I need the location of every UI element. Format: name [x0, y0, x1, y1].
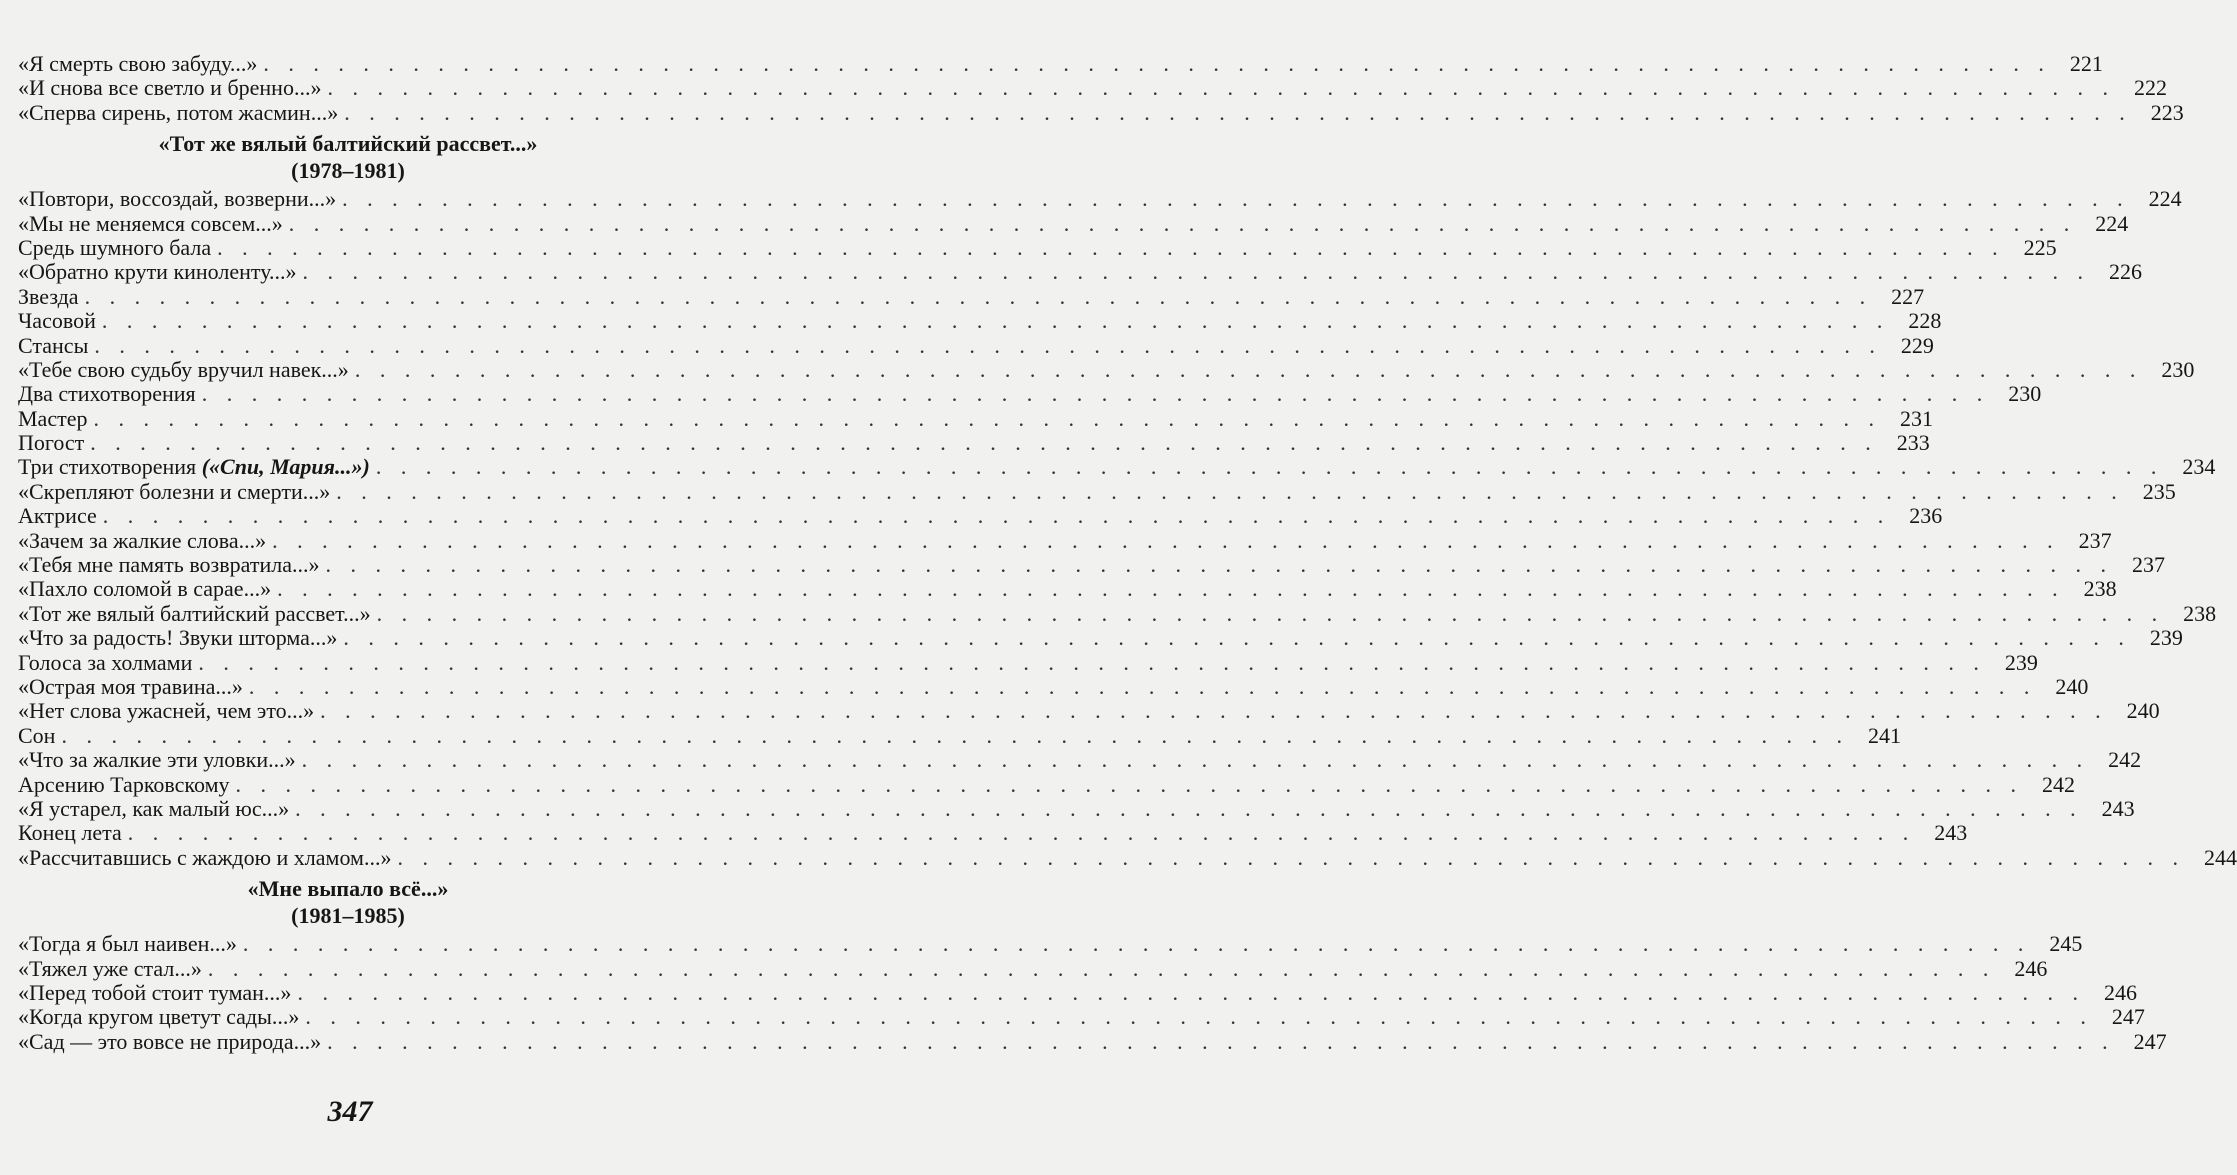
toc-entry [18, 210, 2129, 236]
toc-entry-title [18, 431, 84, 455]
toc-entry-title [18, 797, 289, 821]
toc-entry [18, 527, 2112, 553]
dot-leader [302, 748, 2090, 772]
toc-entry-title-text: «Тяжел уже стал...» [18, 955, 202, 981]
toc-entry [18, 600, 2217, 626]
toc-entry [18, 820, 1968, 846]
toc-entry-page: 229 [1900, 332, 1934, 358]
toc-entry-title [18, 773, 230, 797]
toc-entry-page: 227 [1891, 283, 1925, 309]
toc-entry-title [18, 1030, 321, 1054]
toc-entry-title [18, 101, 338, 125]
toc-entry-title [18, 724, 55, 748]
toc-entry-title-text: «Что за жалкие эти уловки...» [18, 747, 296, 773]
dot-leader [344, 101, 2132, 125]
toc-entry-page: 247 [2133, 1028, 2167, 1054]
dot-leader [377, 602, 2165, 626]
dot-leader [355, 358, 2143, 382]
dot-leader [277, 577, 2065, 601]
toc-entry-title [18, 212, 283, 236]
toc-entry-title-text: Голоса за холмами [18, 649, 193, 675]
toc-entry-page: 241 [1867, 722, 1901, 748]
toc-entry-title-text: «Тот же вялый балтийский рассвет...» [18, 600, 371, 626]
toc-entry [18, 283, 1925, 309]
toc-entry [18, 673, 2089, 699]
toc-entry-title [18, 748, 296, 772]
toc-entry-page: 240 [2126, 698, 2160, 724]
toc-entry-title [18, 577, 271, 601]
toc-entry [18, 698, 2160, 724]
dot-leader [289, 212, 2077, 236]
toc-entry-page: 233 [1896, 430, 1930, 456]
toc-entry-title-text: «Повтори, воссоздай, возверни...» [18, 186, 337, 212]
toc-entry-title-text: Стансы [18, 332, 89, 358]
dot-leader [263, 52, 2051, 76]
toc-entry-title [18, 699, 314, 723]
section-years: (1981–1985) [291, 903, 405, 929]
dot-leader [208, 957, 1996, 981]
toc-entry-title-text: Погост [18, 430, 85, 456]
toc-entry-page: 239 [2149, 625, 2183, 651]
toc-entry [18, 552, 2165, 578]
toc-entry-page: 243 [2101, 795, 2135, 821]
toc-entry-title [18, 1005, 299, 1029]
table-of-contents [18, 51, 2237, 1054]
toc-entry-page: 246 [2014, 955, 2048, 981]
toc-entry-title-text: «Скрепляют болезни и смерти...» [18, 478, 331, 504]
toc-entry-title-text: «Нет слова ужасней, чем это...» [18, 698, 315, 724]
toc-entry-title-text: Средь шумного бала [18, 234, 212, 260]
toc-entry-title-text: «Тебе свою судьбу вручил навек...» [18, 356, 349, 382]
dot-leader [198, 651, 1986, 675]
toc-entry [18, 649, 2038, 675]
section-heading: «Тот же вялый балтийский рассвет...» [158, 131, 538, 157]
toc-entry-title [18, 358, 349, 382]
toc-entry-title-text: «Рассчитавшись с жаждою и хламом...» [18, 844, 392, 870]
dot-leader [61, 724, 1849, 748]
toc-entry [18, 955, 2048, 981]
toc-entry [18, 99, 2184, 125]
toc-entry [18, 747, 2142, 773]
dot-leader [342, 187, 2130, 211]
toc-entry-title [18, 52, 257, 76]
dot-leader [376, 455, 2164, 479]
toc-entry-page: 226 [2109, 259, 2143, 285]
toc-entry-page: 237 [2131, 552, 2165, 578]
toc-entry [18, 625, 2183, 651]
toc-entry-title-text: Сон [18, 722, 56, 748]
toc-entry [18, 75, 2167, 101]
toc-entry-title [18, 626, 337, 650]
toc-entry-title-text: «Я устарел, как малый юс...» [18, 795, 290, 821]
dot-leader [303, 260, 2091, 284]
toc-entry [18, 259, 2143, 285]
toc-entry-page: 244 [2203, 844, 2237, 870]
toc-entry [18, 51, 2103, 76]
toc-entry-title-text: «Острая моя травина...» [18, 673, 243, 699]
toc-entry-title-text: «Тогда я был наивен...» [18, 931, 237, 957]
toc-entry-page: 242 [2042, 771, 2075, 797]
toc-entry-title-text: «Что за радость! Звуки шторма...» [18, 625, 338, 651]
toc-entry-title-text: Три стихотворения [18, 454, 197, 480]
dot-leader [327, 1030, 2115, 1054]
toc-entry-page: 221 [2069, 51, 2103, 76]
toc-entry-title [18, 285, 79, 309]
dot-leader [320, 699, 2108, 723]
toc-entry-title-text: «Сад — это вовсе не природа...» [18, 1028, 322, 1054]
toc-entry-title-text: Мастер [18, 405, 88, 431]
toc-entry [18, 356, 2195, 382]
toc-entry-page: 223 [2150, 99, 2184, 125]
toc-entry [18, 576, 2117, 602]
toc-entry-title [18, 981, 291, 1005]
toc-entry-title-text: «И снова все светло и бренно...» [18, 75, 322, 101]
dot-leader [297, 981, 2085, 1005]
toc-entry [18, 381, 2042, 407]
toc-entry-title [18, 334, 88, 358]
dot-leader [93, 407, 1881, 431]
dot-leader [217, 236, 2005, 260]
toc-entry-page: 224 [2148, 186, 2182, 212]
toc-entry-page: 247 [2111, 1004, 2145, 1030]
toc-entry-title-text: «Тебя мне память возвратила...» [18, 552, 320, 578]
toc-entry-page: 238 [2183, 600, 2217, 626]
toc-entry-title [18, 407, 87, 431]
toc-entry-title [18, 553, 319, 577]
toc-entry [18, 931, 2083, 957]
toc-entry [18, 1004, 2145, 1030]
section-heading: «Мне выпало всё...» [247, 876, 449, 902]
toc-entry [18, 332, 1934, 358]
dot-leader [85, 285, 1873, 309]
toc-entry-page: 230 [2161, 356, 2195, 382]
toc-entry [18, 844, 2237, 870]
dot-leader [305, 1005, 2093, 1029]
toc-entry-title [18, 260, 297, 284]
toc-entry-title [18, 504, 97, 528]
dot-leader [295, 797, 2083, 821]
toc-entry-page: 246 [2103, 979, 2137, 1005]
dot-leader [325, 553, 2113, 577]
toc-entry-subtitle: («Спи, Мария...») [201, 454, 370, 480]
toc-entry [18, 186, 2182, 212]
toc-entry-title-text: Актрисе [18, 503, 97, 529]
toc-entry-title [18, 821, 122, 845]
toc-entry-page: 242 [2108, 747, 2142, 773]
toc-entry-title [18, 675, 243, 699]
toc-entry-title [18, 76, 321, 100]
toc-entry-page: 239 [2004, 649, 2038, 675]
toc-entry-page: 222 [2133, 75, 2167, 101]
toc-entry-title [18, 932, 237, 956]
toc-entry [18, 234, 2057, 260]
toc-entry [18, 771, 2075, 797]
dot-leader [128, 821, 1916, 845]
toc-entry-title [18, 846, 391, 870]
dot-leader [327, 76, 2115, 100]
toc-entry-title-text: Часовой [18, 308, 96, 334]
toc-entry-title [18, 480, 330, 504]
toc-entry-page: 237 [2078, 527, 2112, 553]
toc-entry-title-text: «Обратно крути киноленту...» [18, 259, 297, 285]
dot-leader [94, 334, 1882, 358]
toc-entry [18, 478, 2176, 504]
toc-entry-title-text: «Перед тобой стоит туман...» [18, 979, 292, 1005]
toc-entry-page: 235 [2142, 478, 2176, 504]
dot-leader [103, 504, 1891, 528]
toc-entry-page: 243 [1934, 820, 1968, 846]
toc-entry-page: 245 [2049, 931, 2083, 957]
toc-entry [18, 795, 2135, 821]
toc-entry [18, 454, 2216, 480]
toc-entry-title [18, 236, 211, 260]
dot-leader [102, 309, 1890, 333]
toc-entry-page: 231 [1899, 405, 1933, 431]
toc-entry-title [18, 602, 371, 626]
toc-entry-title [18, 455, 370, 479]
toc-entry-title [18, 309, 96, 333]
dot-leader [202, 382, 1990, 406]
toc-entry-title-text: «Мы не меняемся совсем...» [18, 210, 283, 236]
dot-leader [397, 846, 2185, 870]
toc-entry-title-text: Арсению Тарковскому [18, 771, 230, 797]
toc-entry-title [18, 651, 192, 675]
toc-entry-page: 238 [2083, 576, 2117, 602]
toc-entry [18, 503, 1943, 529]
toc-entry-title-text: «Я смерть свою забуду...» [18, 51, 258, 76]
toc-entry-page: 240 [2055, 673, 2089, 699]
toc-entry-page: 228 [1908, 308, 1942, 334]
dot-leader [343, 626, 2131, 650]
toc-entry-title-text: Конец лета [18, 820, 122, 846]
toc-entry-page: 230 [2008, 381, 2042, 407]
toc-entry-title [18, 382, 196, 406]
toc-entry-page: 236 [1909, 503, 1943, 529]
toc-entry-page: 224 [2095, 210, 2129, 236]
toc-entry-title-text: Звезда [18, 283, 79, 309]
dot-leader [249, 675, 2037, 699]
dot-leader [243, 932, 2031, 956]
toc-entry-title-text: «Когда кругом цветут сады...» [18, 1004, 300, 1030]
toc-entry [18, 1028, 2167, 1054]
dot-leader [336, 480, 2124, 504]
toc-entry-title-text: «Зачем за жалкие слова...» [18, 527, 267, 553]
page-number: 347 [327, 1095, 373, 1128]
toc-entry-page: 234 [2182, 454, 2216, 480]
toc-entry-title-text: «Сперва сирень, потом жасмин...» [18, 99, 339, 125]
toc-entry [18, 405, 1933, 431]
dot-leader [272, 529, 2060, 553]
toc-entry [18, 430, 1930, 456]
toc-entry [18, 722, 1901, 748]
section-years: (1978–1981) [291, 158, 405, 184]
toc-entry-title-text: Два стихотворения [18, 381, 196, 407]
toc-entry-page: 225 [2023, 234, 2057, 260]
toc-entry-title [18, 957, 202, 981]
dot-leader [236, 773, 2024, 797]
toc-entry-title-text: «Пахло соломой в сарае...» [18, 576, 272, 602]
toc-entry-title [18, 529, 266, 553]
dot-leader [90, 431, 1878, 455]
toc-entry [18, 979, 2137, 1005]
toc-entry [18, 308, 1942, 334]
toc-entry-title [18, 187, 336, 211]
